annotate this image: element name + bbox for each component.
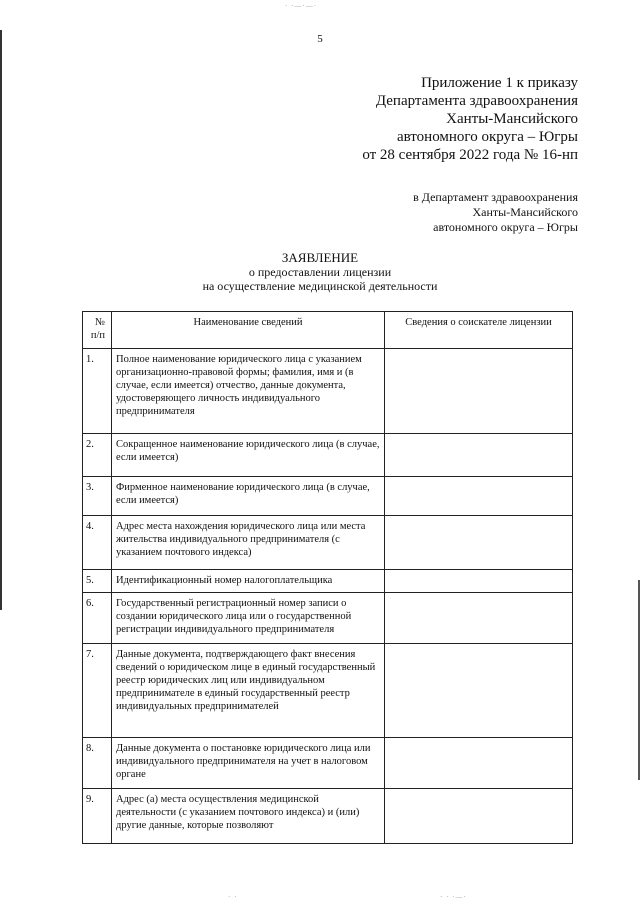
table-row (83, 516, 573, 570)
row-value[interactable] (385, 738, 573, 789)
addressee-block (413, 190, 578, 235)
row-number: 4. (83, 516, 112, 570)
row-number: 3. (83, 477, 112, 516)
table-row (83, 789, 573, 844)
scan-artifact-bottom-right: · · ·—· (440, 893, 467, 901)
row-number: 9. (83, 789, 112, 844)
table-row (83, 477, 573, 516)
addressee-line: в Департамент здравоохранения (413, 190, 578, 204)
page-number: 5 (317, 33, 323, 45)
row-value[interactable] (385, 593, 573, 644)
row-name: Государственный регистрационный номер записи о создании юридического лица или о государственной регистрации индивидуального предпринимателя (112, 593, 385, 644)
appendix-line: Департамента здравоохранения (375, 93, 578, 109)
table-row (83, 570, 573, 593)
row-value[interactable] (385, 434, 573, 477)
appendix-line: автономного округа – Югры (396, 129, 578, 145)
header-number (83, 312, 112, 349)
row-number: 5. (83, 570, 112, 593)
header-number-line: № (94, 317, 105, 328)
table-row (83, 593, 573, 644)
row-number: 2. (83, 434, 112, 477)
header-number-line: п/п (90, 330, 105, 341)
row-value[interactable] (385, 570, 573, 593)
row-name: Идентификационный номер налогоплательщика (112, 570, 385, 593)
row-name: Адрес (а) места осуществления медицинской деятельности (с указанием почтового индекса) и (или) другие данные, которые позволяют (112, 789, 385, 844)
row-name: Адрес места нахождения юридического лица или места жительства индивидуального предпринимателя (с указанием почтового индекса) (112, 516, 385, 570)
scan-artifact-top: · ·—·—· (285, 2, 318, 10)
row-value[interactable] (385, 477, 573, 516)
row-name: Фирменное наименование юридического лица (в случае, если имеется) (112, 477, 385, 516)
appendix-line: от 28 сентября 2022 года № 16-нп (362, 147, 578, 163)
table-header-row (83, 312, 573, 349)
document-subtitle: о предоставлении лицензии (248, 265, 392, 279)
addressee-line: автономного округа – Югры (433, 220, 578, 234)
row-number: 8. (83, 738, 112, 789)
row-name: Данные документа, подтверждающего факт внесения сведений о юридическом лице в единый государственный реестр юридических лиц или индивидуальном предпринимателе в единый государственный реестр индивидуальных предпринимателей (112, 644, 385, 738)
document-subtitle: на осуществление медицинской деятельности (202, 279, 438, 293)
appendix-block (362, 74, 578, 164)
application-table (82, 311, 573, 844)
document-title: ЗАЯВЛЕНИЕ (281, 250, 359, 265)
header-info: Сведения о соискателе лицензии (385, 312, 573, 349)
row-name: Данные документа о постановке юридического лица или индивидуального предпринимателя на учет в налоговом органе (112, 738, 385, 789)
row-value[interactable] (385, 349, 573, 434)
appendix-line: Ханты-Мансийского (446, 111, 578, 127)
row-number: 6. (83, 593, 112, 644)
row-value[interactable] (385, 516, 573, 570)
table-row (83, 349, 573, 434)
scan-edge-left (0, 30, 2, 610)
document-heading (0, 250, 640, 293)
addressee-line: Ханты-Мансийского (472, 205, 578, 219)
table-row (83, 738, 573, 789)
row-name: Сокращенное наименование юридического лица (в случае, если имеется) (112, 434, 385, 477)
row-name: Полное наименование юридического лица с указанием организационно-правовой формы; фамилия, имя и (в случае, если имеется) отчество, данные документа, удостоверяющего личность индивидуального предпринимателя (112, 349, 385, 434)
row-number: 7. (83, 644, 112, 738)
row-value[interactable] (385, 644, 573, 738)
scan-artifact-bottom-left: · · (228, 893, 238, 901)
appendix-line: Приложение 1 к приказу (421, 75, 578, 91)
table-row (83, 644, 573, 738)
row-number: 1. (83, 349, 112, 434)
row-value[interactable] (385, 789, 573, 844)
header-name: Наименование сведений (112, 312, 385, 349)
table-row (83, 434, 573, 477)
